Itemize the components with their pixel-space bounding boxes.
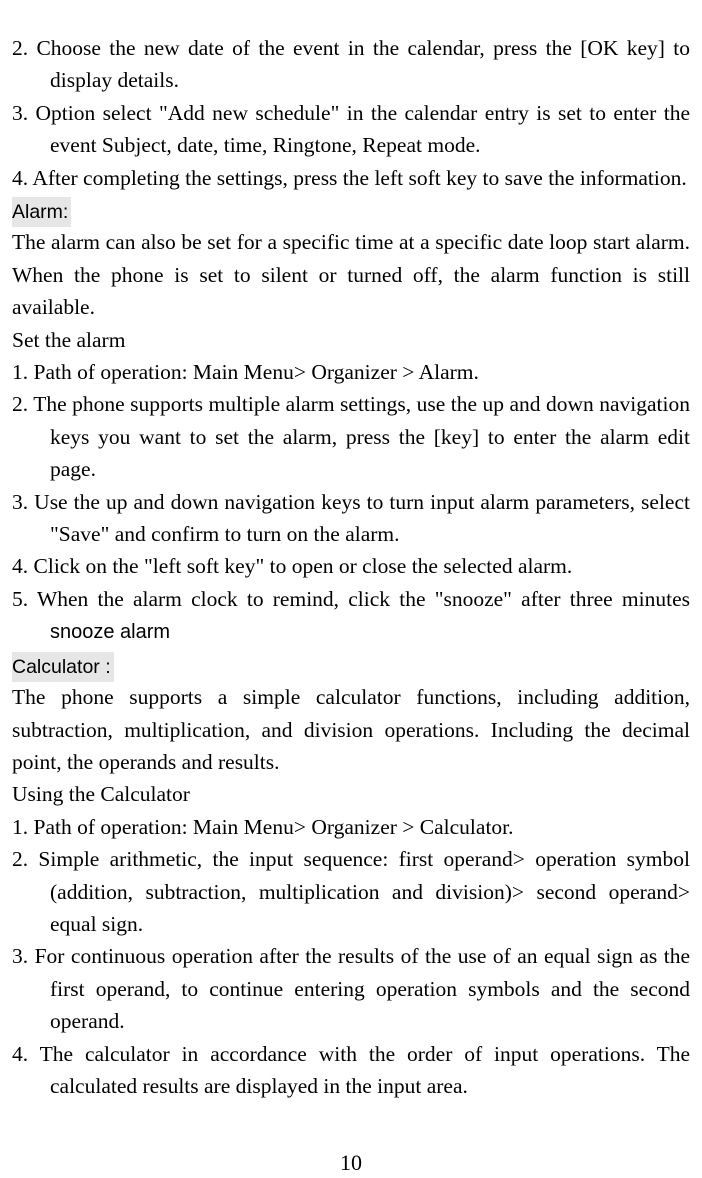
alarm-step-2: 2. The phone supports multiple alarm settings, use the up and down navigation keys you want to set the alarm, press the [key] to enter the alarm edit page. (12, 392, 690, 482)
alarm-step-1: 1. Path of operation: Main Menu> Organizer > Alarm. (12, 360, 479, 385)
calendar-step-4: 4. After completing the settings, press the left soft key to save the information. (12, 165, 687, 190)
page-number: 10 (340, 1150, 362, 1175)
calculator-step-3: 3. For continuous operation after the results of the use of an equal sign as the first operand, to continue entering operation symbols and the second operand. (12, 944, 690, 1034)
calculator-heading (12, 649, 690, 681)
calculator-intro: The phone supports a simple calculator functions, including addition, subtraction, multiplication, and division operations. Including the decimal point, the operands and results. (12, 685, 690, 774)
calendar-step-2: 2. Choose the new date of the event in the calendar, press the [OK key] to display details. (12, 36, 690, 93)
manual-page (12, 32, 690, 1102)
calculator-step-4: 4. The calculator in accordance with the order of input operations. The calculated results are displayed in the input area. (12, 1041, 690, 1098)
alarm-step-4: 4. Click on the "left soft key" to open or close the selected alarm. (12, 554, 573, 579)
calendar-steps (12, 32, 690, 194)
alarm-section (12, 194, 690, 649)
calculator-heading-text: Calculator : (12, 652, 114, 682)
alarm-step-3: 3. Use the up and down navigation keys to turn input alarm parameters, select "Save" and confirm to turn on the alarm. (12, 489, 690, 547)
calculator-section (12, 649, 690, 1103)
alarm-heading (12, 194, 690, 226)
alarm-step-5-main: 5. When the alarm clock to remind, click the "snooze" after three minutes (12, 586, 690, 611)
calculator-subheading: Using the Calculator (12, 782, 190, 807)
calculator-step-2: 2. Simple arithmetic, the input sequence: first operand> operation symbol (addition, subtraction, multiplication and division)> second operand> equal sign. (12, 847, 690, 936)
alarm-intro: The alarm can also be set for a specific time at a specific date loop start alarm. When the phone is set to silent or turned off, the alarm function is still available. (12, 230, 690, 320)
alarm-heading-text: Alarm: (12, 197, 71, 227)
alarm-step-5 (12, 583, 690, 649)
alarm-subheading: Set the alarm (12, 327, 126, 352)
alarm-step-5-tail: snooze alarm (50, 621, 171, 644)
calculator-step-1: 1. Path of operation: Main Menu> Organizer > Calculator. (12, 814, 514, 839)
calendar-step-3: 3. Option select "Add new schedule" in the calendar entry is set to enter the event Subject, date, time, Ringtone, Repeat mode. (12, 100, 690, 158)
